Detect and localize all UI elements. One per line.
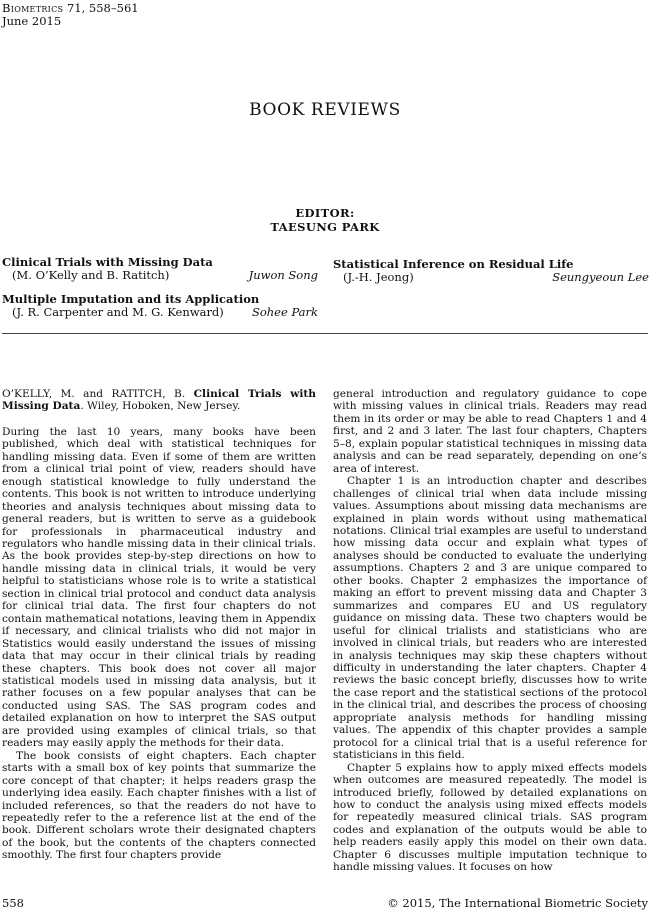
toc-right-column — [333, 258, 649, 295]
citation-book-title: Clinical Trials with Missing Data — [2, 388, 316, 413]
editor-block — [0, 206, 650, 234]
toc-entry-reviewer: Seungyeoun Lee — [552, 270, 649, 284]
horizontal-rule — [2, 333, 648, 334]
toc-entry-reviewer: Sohee Park — [251, 305, 318, 319]
citation-publisher: . Wiley, Hoboken, New Jersey. — [80, 400, 241, 413]
toc-entry[interactable] — [2, 293, 318, 319]
volume-pages: 71, 558–561 — [66, 1, 139, 15]
toc-entry[interactable] — [333, 258, 649, 284]
issue-date: June 2015 — [2, 14, 62, 28]
citation-authors: O’KELLY, M. and RATITCH, B. — [2, 388, 186, 400]
body-paragraph: During the last 10 years, many books have been published, which deal with statistical techniques for handling missing data. Even if some of them are written from a clinical trial point of view, readers should have enough statistical knowledge to fully understand the contents. This book is not written to introduce underlying theories and analysis techniques about missing data to general readers, but is written to serve as a guidebook for professionals in pharmaceutical industry and regulators who handle missing data in their clinical trials. As the book provides step-by-step directions on how to handle missing data in clinical trials, it would be very helpful to statisticians whose role is to write a statistical section in clinical trial protocol and conduct data analysis for clinical trial data. The first four chapters do not contain mathematical notations, leaving them in Appendix if necessary, and clinical trialists who did not major in Statistics would easily understand the issues of missing data that may occur in their clinical trials by reading these chapters. This book does not cover all major statistical models used in missing data analysis, but it rather focuses on a few popular analyses that can be conducted using SAS. The SAS program codes and detailed explanation on how to interpret the SAS output are provided using examples of clinical trials, so that readers may easily apply the methods for their data. — [2, 425, 316, 750]
toc-entry[interactable] — [2, 256, 318, 282]
section-title: BOOK REVIEWS — [249, 100, 401, 121]
body-paragraph: Chapter 5 explains how to apply mixed effects models when outcomes are measured repeatedly. The model is introduced briefly, followed by detailed explanations on how to conduct the analysis using mixed effects models for repeatedly measured clinical trials. SAS program codes and explanation of the outputs would be able to help readers easily apply this model on their own data. Chapter 6 discusses multiple imputation technique to handle missing values. It focuses on how — [333, 761, 647, 874]
toc-entry-title[interactable]: Statistical Inference on Residual Life — [333, 257, 574, 271]
text-column-right — [333, 388, 647, 874]
page-number: 558 — [2, 896, 24, 910]
toc-entry-authors: (M. O’Kelly and B. Ratitch) — [12, 268, 170, 282]
toc-left-column — [2, 256, 318, 330]
editor-label: EDITOR: — [295, 206, 355, 220]
toc-entry-authors: (J. R. Carpenter and M. G. Kenward) — [12, 305, 224, 319]
journal-name: Biometrics — [2, 1, 64, 15]
text-column-left — [2, 388, 316, 862]
body-paragraph: The book consists of eight chapters. Each chapter starts with a small box of key points that summarize the core concept of that chapter; it helps readers grasp the underlying idea easily. Each chapter finishes with a list of included references, so that the readers do not have to repeatedly refer to the a reference list at the end of the book. Different scholars wrote their designated chapters of the book, but the contents of the chapters connected smoothly. The first four chapters provide — [2, 749, 316, 862]
toc-entry-title[interactable]: Multiple Imputation and its Application — [2, 292, 260, 306]
body-paragraph: Chapter 1 is an introduction chapter and describes challenges of clinical trial when data include missing values. Assumptions about missing data mechanisms are explained in plain words without using mathematical notations. Clinical trial examples are useful to understand how missing data occur and explain what types of analyses should be conducted to evaluate the underlying assumptions. Chapters 2 and 3 are unique compared to other books. Chapter 2 emphasizes the importance of making an effort to prevent missing data and Chapter 3 summarizes and compares EU and US regulatory guidance on missing data. These two chapters would be useful for clinical trialists and statisticians who are involved in clinical trials, but readers who are interested in analysis techniques may skip these chapters without difficulty in understanding the later chapters. Chapter 4 reviews the basic concept briefly, discusses how to write the case report and the statistical sections of the protocol in the clinical trial, and describes the process of choosing appropriate analysis methods for handling missing values. The appendix of this chapter provides a sample protocol for a clinical trial that is a useful reference for statisticians in this field. — [333, 475, 647, 762]
toc-entry-authors: (J.-H. Jeong) — [343, 270, 414, 284]
copyright-notice: © 2015, The International Biometric Society — [387, 896, 648, 910]
editor-name: TAESUNG PARK — [270, 220, 380, 234]
body-paragraph: general introduction and regulatory guidance to cope with missing values in clinical trials. Readers may read them in its order or may be able to read Chapters 1 and 4 first, and 2 and 3 later. The last four chapters, Chapters 5–8, explain popular statistical techniques in missing data analysis and can be read separately, depending on one’s area of interest. — [333, 388, 647, 475]
review-citation — [2, 388, 316, 413]
toc-entry-title[interactable]: Clinical Trials with Missing Data — [2, 255, 213, 269]
toc-entry-reviewer: Juwon Song — [248, 268, 318, 282]
